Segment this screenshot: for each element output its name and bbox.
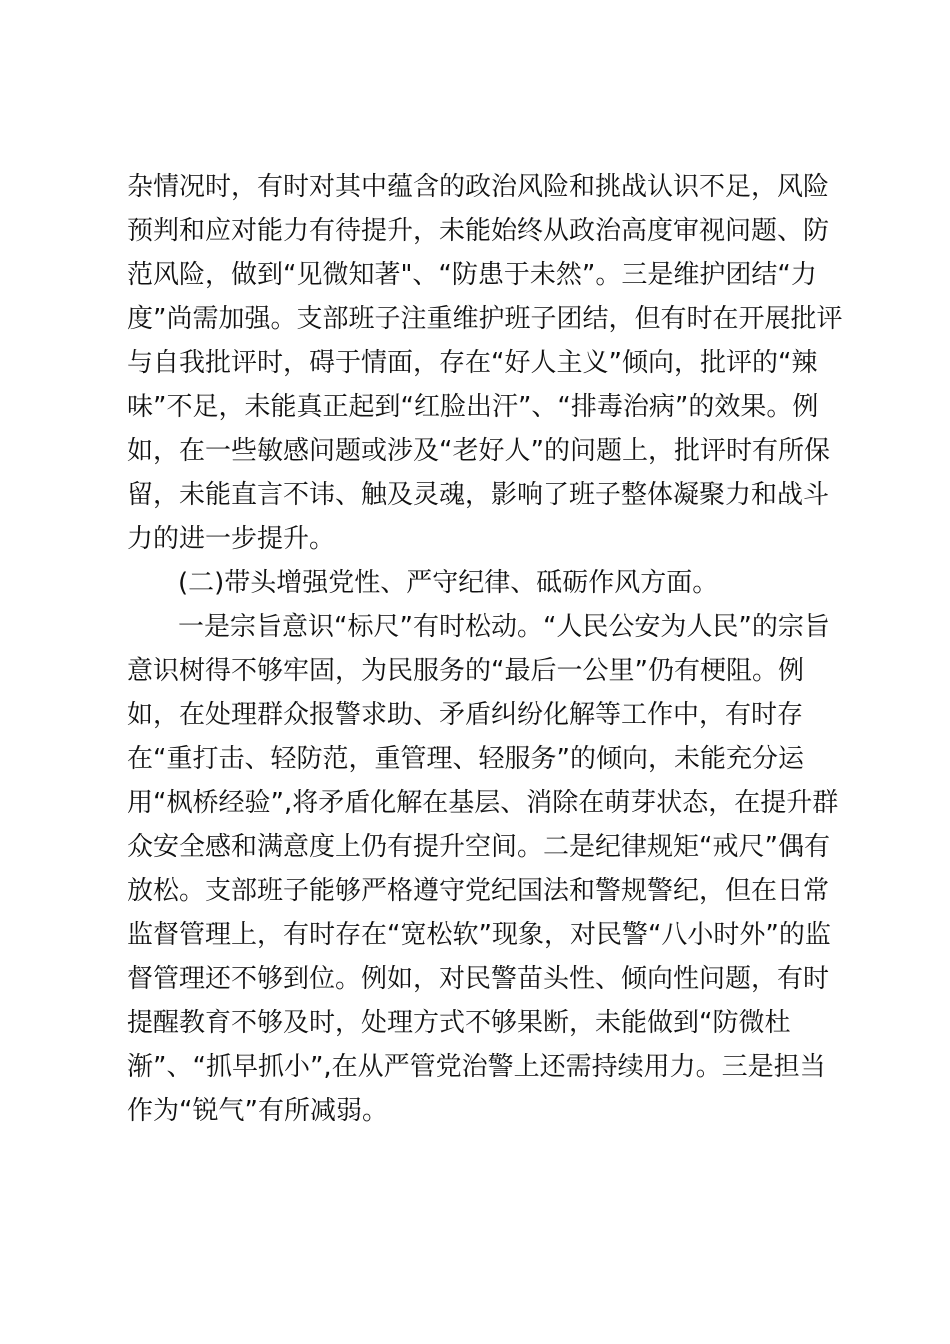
text-line-3: 范风险，做到“见微知著"、“防患于未然”。三是维护团结“力: [127, 260, 817, 290]
text-line-14: 在“重打击、轻防范，重管理、轻服务”的倾向，未能充分运: [127, 744, 804, 774]
section-heading: (二)带头增强党性、严守纪律、砥砺作风方面。: [178, 568, 719, 598]
text-line-13: 如，在处理群众报警求助、矛盾纠纷化解等工作中，有时存: [127, 700, 804, 730]
text-line-4: 度”尚需加强。支部班子注重维护班子团结，但有时在开展批评: [127, 304, 843, 334]
text-line-2: 预判和应对能力有待提升，未能始终从政治高度审视问题、防: [127, 216, 830, 246]
text-line-15: 用“枫桥经验”,将矛盾化解在基层、消除在萌芽状态，在提升群: [127, 788, 839, 818]
text-line-11: 一是宗旨意识“标尺”有时松动。“人民公安为人民”的宗旨: [178, 612, 830, 642]
text-line-16: 众安全感和满意度上仍有提升空间。二是纪律规矩“戒尺”偶有: [127, 832, 830, 862]
text-line-5: 与自我批评时，碍于情面，存在“好人主义”倾向，批评的“辣: [127, 348, 818, 378]
text-line-8: 留，未能直言不讳、触及灵魂，影响了班子整体凝聚力和战斗: [127, 480, 830, 510]
text-line-20: 提醒教育不够及时，处理方式不够果断，未能做到“防微杜: [127, 1008, 791, 1038]
text-line-6: 味”不足，未能真正起到“红脸出汗”、“排毒治病”的效果。例: [127, 392, 819, 422]
text-line-1: 杂情况时，有时对其中蕴含的政治风险和挑战认识不足，风险: [127, 172, 830, 202]
text-line-21: 渐”、“抓早抓小”,在从严管党治警上还需持续用力。三是担当: [127, 1052, 826, 1082]
text-line-9: 力的进一步提升。: [127, 524, 336, 554]
text-line-7: 如，在一些敏感问题或涉及“老好人”的问题上，批评时有所保: [127, 436, 830, 466]
text-line-19: 督管理还不够到位。例如，对民警苗头性、倾向性问题，有时: [127, 964, 830, 994]
text-line-17: 放松。支部班子能够严格遵守党纪国法和警规警纪，但在日常: [127, 876, 830, 906]
text-line-18: 监督管理上，有时存在“宽松软”现象，对民警“八小时外”的监: [127, 920, 831, 950]
text-line-22: 作为“锐气”有所减弱。: [127, 1096, 388, 1126]
text-line-12: 意识树得不够牢固，为民服务的“最后一公里”仍有梗阻。例: [127, 656, 804, 686]
